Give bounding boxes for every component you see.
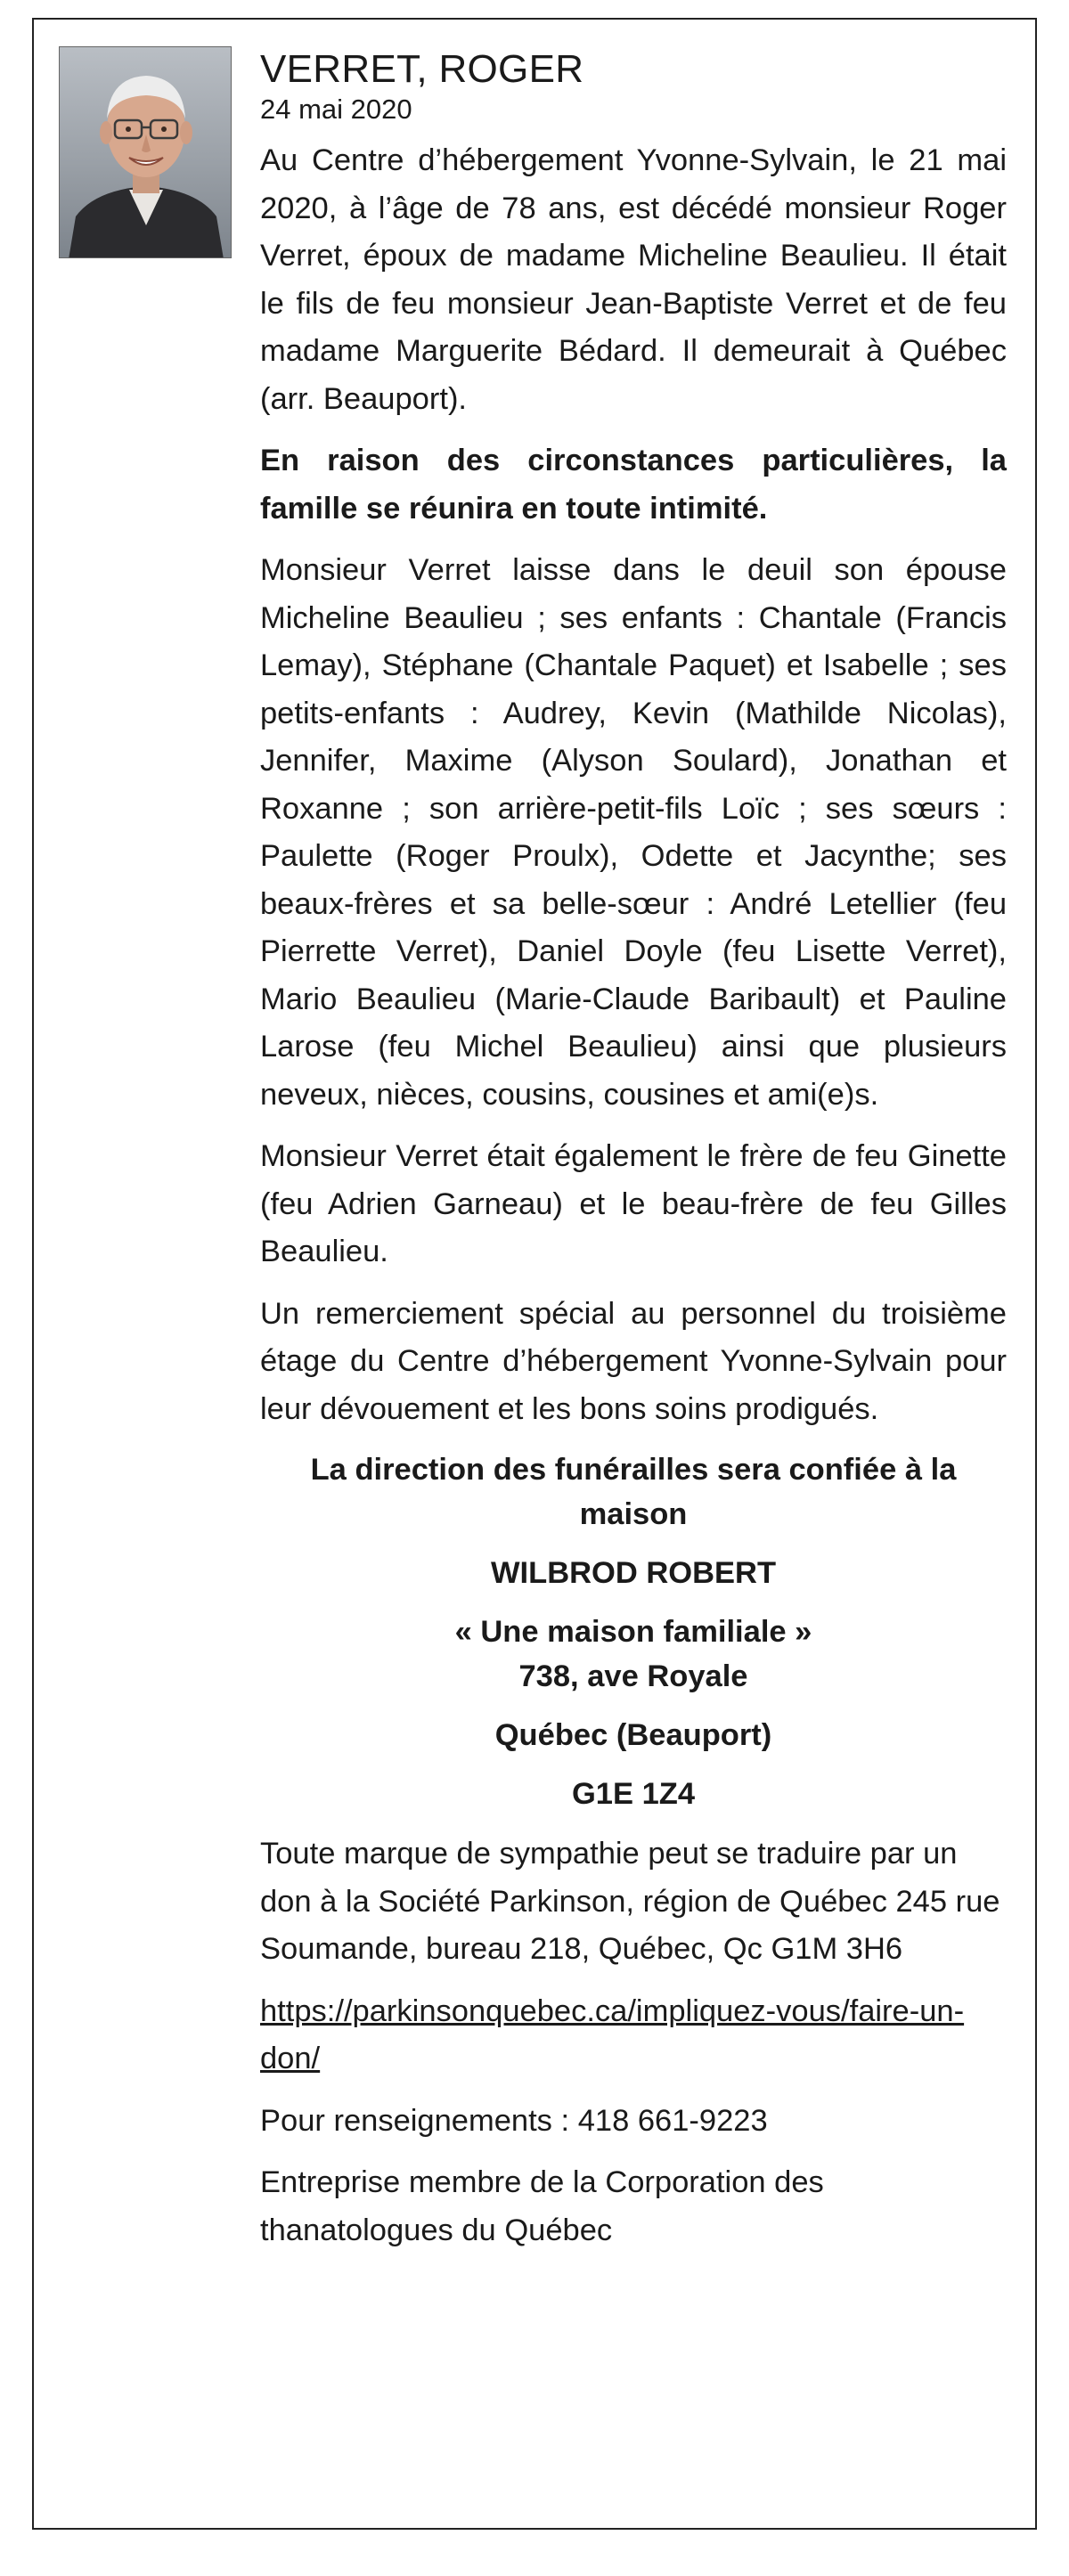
obituary-content: [260, 46, 1007, 2269]
intro-paragraph: Au Centre d’hébergement Yvonne-Sylvain, le 21 mai 2020, à l’âge de 78 ans, est décédé monsieur Roger Verret, époux de madame Micheline Beaulieu. Il était le fils de feu monsieur Jean-Baptiste Verret et de feu madame Marguerite Bédard. Il demeurait à Québec (arr. Beauport).: [260, 143, 1007, 416]
thanks-paragraph: Un remerciement spécial au personnel du troisième étage du Centre d’hébergement Yvonne-Sylvain pour leur dévouement et les bons soins prodigués.: [260, 1296, 1007, 1426]
funeral-home-postal-code: G1E 1Z4: [571, 1777, 696, 1811]
funeral-home-address: 738, ave Royale: [518, 1659, 748, 1693]
donation-link-wrapper: [260, 1988, 1007, 2083]
membership-text: Entreprise membre de la Corporation des thanatologues du Québec: [260, 2165, 824, 2247]
donation-text: Toute marque de sympathie peut se traduire par un don à la Société Parkinson, région de Québec 245 rue Soumande, bureau 218, Québec, Qc G1M 3H6: [260, 1837, 1000, 1966]
donation-link[interactable]: https://parkinsonquebec.ca/impliquez-vous/faire-un-don/: [260, 1993, 965, 2075]
portrait-photo-drawing: [60, 47, 232, 258]
deceased-name: VERRET, ROGER: [260, 47, 584, 91]
brother-paragraph: Monsieur Verret était également le frère de feu Ginette (feu Adrien Garneau) et le beau-frère de feu Gilles Beaulieu.: [260, 1139, 1007, 1268]
circumstances-paragraph: En raison des circonstances particulières, la famille se réunira en toute intimité.: [260, 444, 1007, 526]
info-phone: Pour renseignements : 418 661-9223: [260, 2103, 768, 2138]
funeral-direction: La direction des funérailles sera confiée à la maison: [310, 1453, 957, 1531]
publication-date: 24 mai 2020: [260, 94, 412, 125]
portrait-photo: [59, 46, 232, 258]
funeral-home-slogan: « Une maison familiale »: [454, 1615, 812, 1649]
family-paragraph: Monsieur Verret laisse dans le deuil son épouse Micheline Beaulieu ; ses enfants : Chantale (Francis Lemay), Stéphane (Chantale Paquet) et Isabelle ; ses petits-enfants : Audrey, Kevin (Mathilde Nicolas), Jennifer, Maxime (Alyson Soulard), Jonathan et Roxanne ; son arrière-petit-fils Loïc ; ses sœurs : Paulette (Roger Proulx), Odette et Jacynthe; ses beaux-frères et sa belle-sœur : André Letellier (feu Pierrette Verret), Daniel Doyle (feu Lisette Verret), Mario Beaulieu (Marie-Claude Baribault) et Pauline Larose (feu Michel Beaulieu) ainsi que plusieurs neveux, nièces, cousins, cousines et ami(e)s.: [260, 553, 1007, 1112]
funeral-home-city: Québec (Beauport): [494, 1718, 772, 1752]
funeral-home-name: WILBROD ROBERT: [490, 1556, 777, 1590]
